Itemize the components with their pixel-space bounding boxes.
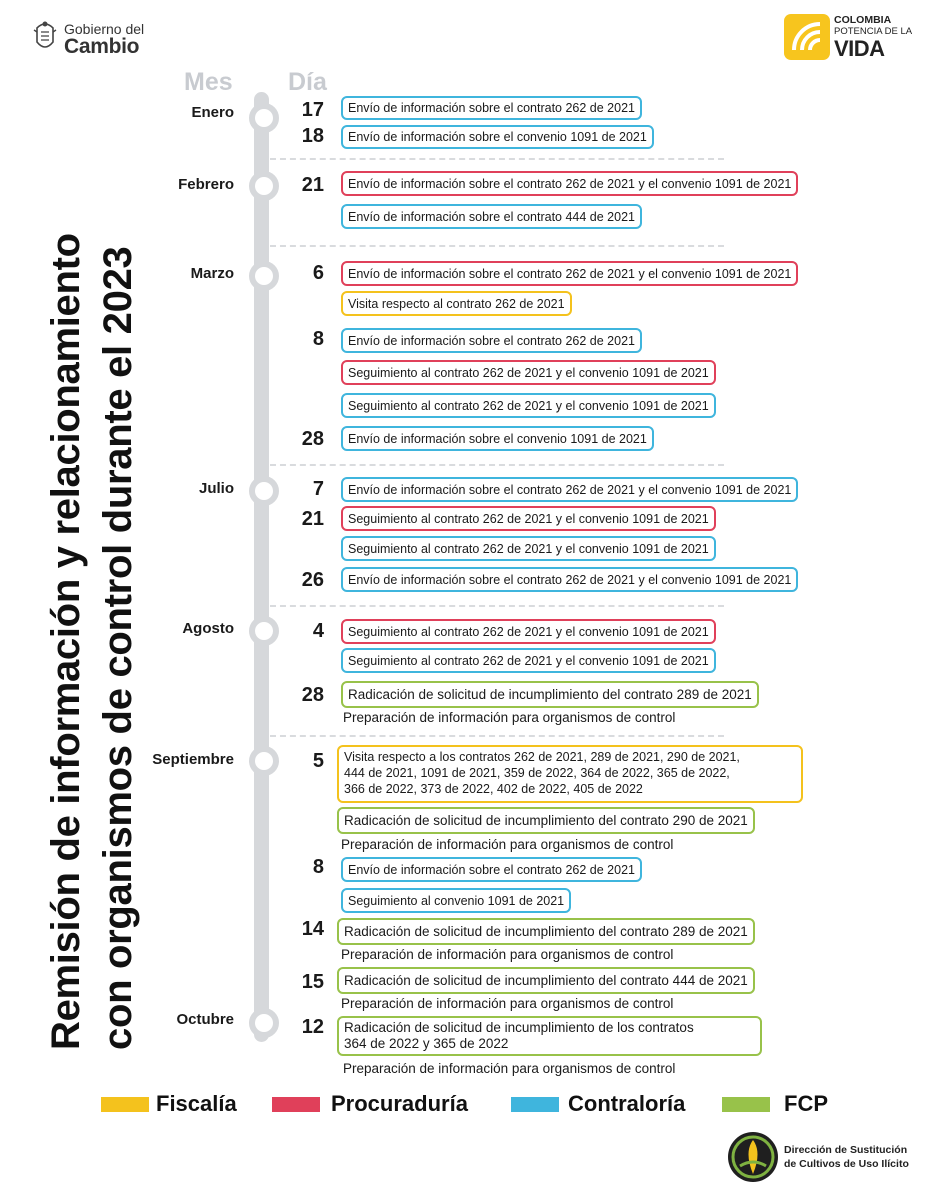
gov-logo-line2: Cambio <box>64 35 140 58</box>
event-contraloria: Envío de información sobre el convenio 1091 de 2021 <box>341 426 654 451</box>
event-contraloria: Envío de información sobre el contrato 262 de 2021 y el convenio 1091 de 2021 <box>341 567 798 592</box>
month-separator <box>270 464 724 466</box>
month-separator <box>270 605 724 607</box>
event-contraloria: Envío de información sobre el contrato 444 de 2021 <box>341 204 642 229</box>
day-label: 4 <box>312 620 324 642</box>
legend-label-procuraduria: Procuraduría <box>331 1091 468 1116</box>
timeline-node-octubre <box>249 1008 279 1038</box>
month-label-octubre: Octubre <box>176 1011 234 1028</box>
timeline-node-enero <box>249 103 279 133</box>
event-procuraduria: Seguimiento al contrato 262 de 2021 y el convenio 1091 de 2021 <box>341 619 716 644</box>
timeline-node-julio <box>249 476 279 506</box>
timeline-node-marzo <box>249 261 279 291</box>
day-label: 5 <box>312 750 324 772</box>
day-label: 12 <box>301 1016 324 1038</box>
colombia-potencia-de-la-vida-logo <box>784 12 913 64</box>
direccion-sustitucion-logo <box>726 1130 916 1194</box>
legend-label-contraloria: Contraloría <box>568 1091 686 1116</box>
legend-label-fiscalia: Fiscalía <box>156 1091 237 1116</box>
event-fcp: Radicación de solicitud de incumplimiento del contrato 289 de 2021 <box>337 918 755 945</box>
event-line: 444 de 2021, 1091 de 2021, 359 de 2022, 364 de 2022, 365 de 2022, <box>344 766 730 780</box>
timeline-node-febrero <box>249 171 279 201</box>
note-preparacion: Preparación de información para organismos de control <box>343 710 676 725</box>
timeline-node-septiembre <box>249 746 279 776</box>
timeline-node-agosto <box>249 616 279 646</box>
month-label-marzo: Marzo <box>190 265 234 282</box>
colombia-logo-line1: COLOMBIA <box>834 14 892 26</box>
day-label: 14 <box>301 918 324 940</box>
legend-swatch-procuraduria <box>272 1097 320 1112</box>
colombia-vida-mark-icon <box>784 14 830 60</box>
day-label: 7 <box>312 478 324 500</box>
note-preparacion: Preparación de información para organismos de control <box>341 837 674 852</box>
event-line: 366 de 2022, 373 de 2022, 402 de 2022, 405 de 2022 <box>344 782 643 796</box>
title-line1: Remisión de información y relacionamiento <box>44 233 88 1050</box>
month-separator <box>270 245 724 247</box>
event-contraloria: Seguimiento al contrato 262 de 2021 y el convenio 1091 de 2021 <box>341 648 716 673</box>
month-column-header: Mes <box>184 68 233 96</box>
event-procuraduria: Seguimiento al contrato 262 de 2021 y el convenio 1091 de 2021 <box>341 506 716 531</box>
gov-logo-line1: Gobierno del <box>64 21 145 37</box>
event-line: Visita respecto a los contratos 262 de 2021, 289 de 2021, 290 de 2021, <box>344 750 740 764</box>
day-label: 8 <box>312 856 324 878</box>
month-separator <box>270 735 724 737</box>
day-label: 17 <box>301 99 324 121</box>
day-column-header: Día <box>288 68 327 96</box>
event-fcp <box>337 1016 762 1056</box>
event-procuraduria: Seguimiento al contrato 262 de 2021 y el convenio 1091 de 2021 <box>341 360 716 385</box>
event-fcp: Radicación de solicitud de incumplimiento del contrato 289 de 2021 <box>341 681 759 708</box>
event-contraloria: Seguimiento al contrato 262 de 2021 y el convenio 1091 de 2021 <box>341 393 716 418</box>
colombia-logo-line3: VIDA <box>834 36 885 61</box>
legend-swatch-fiscalia <box>101 1097 149 1112</box>
event-line: 364 de 2022 y 365 de 2022 <box>344 1036 509 1051</box>
event-fcp: Radicación de solicitud de incumplimiento del contrato 444 de 2021 <box>337 967 755 994</box>
event-fcp: Radicación de solicitud de incumplimiento del contrato 290 de 2021 <box>337 807 755 834</box>
note-preparacion: Preparación de información para organismos de control <box>341 996 674 1011</box>
event-contraloria: Envío de información sobre el contrato 262 de 2021 <box>341 328 642 353</box>
month-label-agosto: Agosto <box>182 620 234 637</box>
day-label: 28 <box>301 684 324 706</box>
note-preparacion: Preparación de información para organismos de control <box>341 947 674 962</box>
direccion-seal-icon <box>726 1130 780 1184</box>
event-contraloria: Seguimiento al convenio 1091 de 2021 <box>341 888 571 913</box>
day-label: 15 <box>301 971 324 993</box>
month-separator <box>270 158 724 160</box>
day-label: 8 <box>312 328 324 350</box>
page-title <box>40 80 152 1050</box>
day-label: 28 <box>301 428 324 450</box>
day-label: 26 <box>301 569 324 591</box>
event-fiscalia: Visita respecto al contrato 262 de 2021 <box>341 291 572 316</box>
month-label-septiembre: Septiembre <box>152 751 234 768</box>
event-line: Radicación de solicitud de incumplimiento de los contratos <box>344 1020 694 1035</box>
gobierno-del-cambio-logo <box>32 18 182 58</box>
colombia-coat-of-arms-icon <box>32 20 58 54</box>
day-label: 18 <box>301 125 324 147</box>
event-contraloria: Envío de información sobre el contrato 262 de 2021 <box>341 857 642 882</box>
note-preparacion: Preparación de información para organismos de control <box>343 1061 676 1076</box>
legend-label-fcp: FCP <box>784 1091 828 1116</box>
month-label-enero: Enero <box>191 104 234 121</box>
legend-swatch-contraloria <box>511 1097 559 1112</box>
event-contraloria: Envío de información sobre el contrato 262 de 2021 <box>341 96 642 120</box>
event-contraloria: Seguimiento al contrato 262 de 2021 y el convenio 1091 de 2021 <box>341 536 716 561</box>
timeline-rail <box>254 92 269 1042</box>
event-procuraduria: Envío de información sobre el contrato 262 de 2021 y el convenio 1091 de 2021 <box>341 261 798 286</box>
month-label-julio: Julio <box>198 480 234 497</box>
title-line2: con organismos de control durante el 2023 <box>96 246 140 1050</box>
direccion-line1: Dirección de Sustitución <box>784 1144 908 1156</box>
event-contraloria: Envío de información sobre el contrato 262 de 2021 y el convenio 1091 de 2021 <box>341 477 798 502</box>
event-contraloria: Envío de información sobre el convenio 1091 de 2021 <box>341 125 654 149</box>
colombia-logo-line2: POTENCIA DE LA <box>834 26 913 37</box>
legend-swatch-fcp <box>722 1097 770 1112</box>
month-label-febrero: Febrero <box>178 176 234 193</box>
event-fiscalia <box>337 745 803 803</box>
day-label: 21 <box>301 508 324 530</box>
day-label: 21 <box>301 174 324 196</box>
direccion-line2: de Cultivos de Uso Ilícito <box>784 1158 909 1170</box>
day-label: 6 <box>312 262 324 284</box>
event-procuraduria: Envío de información sobre el contrato 262 de 2021 y el convenio 1091 de 2021 <box>341 171 798 196</box>
